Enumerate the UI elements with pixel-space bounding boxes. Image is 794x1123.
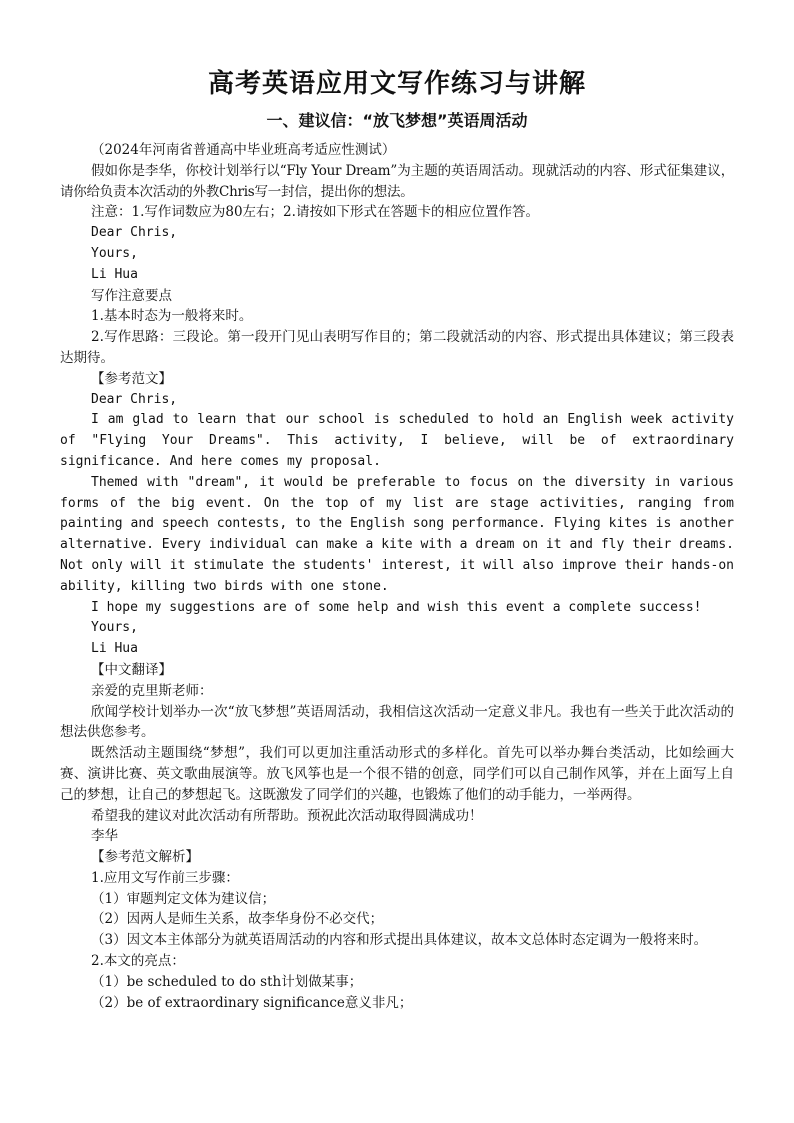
sample-closing: Yours, xyxy=(91,620,138,636)
tip-item: 2.写作思路：三段论。第一段开门见山表明写作目的；第二段就活动的内容、形式提出具体建议；第三段表达期待。 xyxy=(60,329,734,366)
analysis-step-heading: 1.应用文写作前三步骤： xyxy=(91,869,239,886)
translation-paragraph: 希望我的建议对此次活动有所帮助。预祝此次活动取得圆满成功！ xyxy=(91,807,483,824)
analysis-highlight: （2）be of extraordinary significance意义非凡； xyxy=(91,994,413,1011)
sample-paragraph: Themed with "dream", it would be preferable to focus on the diversity in various forms of the big event. On the top of my list are stage activities, ranging from painting and speech contests, to the English song performance. Flying kites is another alternative. Every individual can make a kite with a dream on it and fly their dreams. Not only will it stimulate the students' interest, it will also improve their hands-on ability, killing two birds with one stone. xyxy=(60,474,734,594)
page-title: 高考英语应用文写作练习与讲解 xyxy=(207,69,586,99)
analysis-step: （1）审题判定文体为建议信； xyxy=(91,890,276,907)
sample-paragraph: I am glad to learn that our school is scheduled to hold an English week activity of "Flying Your Dreams". This activity, I believe, will be of extraordinary significance. And here comes my proposal. xyxy=(60,412,734,469)
translation-paragraph: 既然活动主题围绕“梦想”，我们可以更加注重活动形式的多样化。首先可以举办舞台类活动，比如绘画大赛、演讲比赛、英文歌曲展演等。放飞风筝也是一个很不错的创意，同学们可以自己制作风筝，并在上面写上自己的梦想，让自己的梦想起飞。这既激发了同学们的兴趣，也锻炼了他们的动手能力，一举两得。 xyxy=(60,745,734,803)
translation-heading: 【中文翻译】 xyxy=(91,661,172,678)
analysis-highlight: （1）be scheduled to do sth计划做某事； xyxy=(91,973,363,990)
sample-greeting: Dear Chris, xyxy=(91,391,178,407)
section-title: 一、建议信：“放飞梦想”英语周活动 xyxy=(266,111,528,130)
translation-name: 李华 xyxy=(91,828,118,845)
tips-heading: 写作注意要点 xyxy=(91,287,172,304)
analysis-step: （2）因两人是师生关系，故李华身份不必交代； xyxy=(91,911,384,928)
writing-prompt: 假如你是李华，你校计划举行以“Fly Your Dream”为主题的英语周活动。现就活动的内容、形式征集建议，请你给负责本次活动的外教Chris写一封信，提出你的想法。 xyxy=(60,162,734,200)
sample-heading: 【参考范文】 xyxy=(91,370,172,387)
sample-paragraph: I hope my suggestions are of some help and wish this event a complete success! xyxy=(91,599,702,615)
analysis-heading: 【参考范文解析】 xyxy=(91,849,199,866)
format-greeting: Dear Chris, xyxy=(91,225,178,241)
writing-notice: 注意：1.写作词数应为80左右；2.请按如下形式在答题卡的相应位置作答。 xyxy=(91,204,539,221)
sample-name: Li Hua xyxy=(91,641,138,657)
format-name: Li Hua xyxy=(91,266,138,282)
analysis-highlight-heading: 2.本文的亮点： xyxy=(91,953,185,970)
format-closing: Yours, xyxy=(91,245,138,261)
analysis-step: （3）因文本主体部分为就英语周活动的内容和形式提出具体建议，故本文总体时态定调为一般将来时。 xyxy=(91,932,708,949)
translation-paragraph: 欣闻学校计划举办一次“放飞梦想”英语周活动，我相信这次活动一定意义非凡。我也有一些关于此次活动的想法供您参考。 xyxy=(60,703,734,741)
translation-greeting: 亲爱的克里斯老师： xyxy=(91,682,213,699)
tip-item: 1.基本时态为一般将来时。 xyxy=(91,308,253,325)
document-page xyxy=(60,66,734,1013)
source-note: （2024年河南省普通高中毕业班高考适应性测试） xyxy=(91,142,396,158)
